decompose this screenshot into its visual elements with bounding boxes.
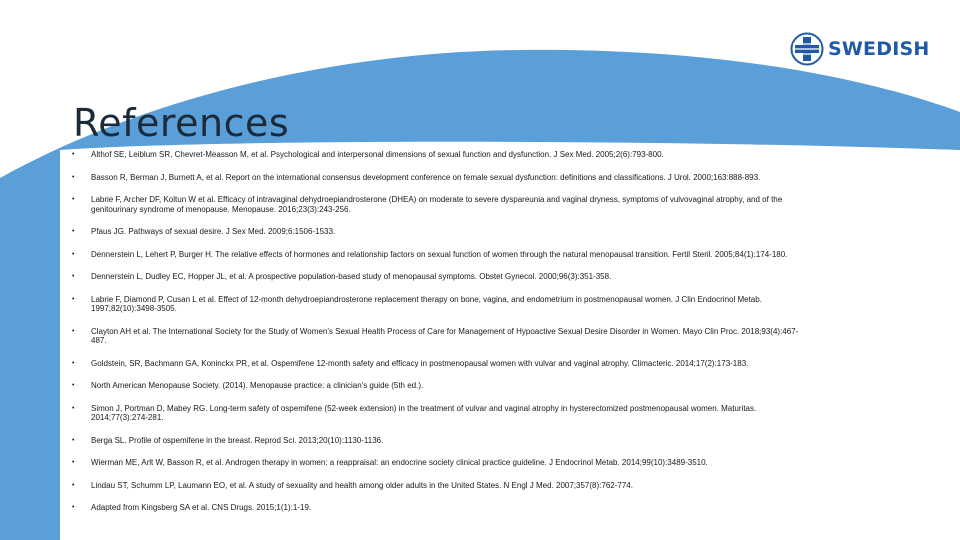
reference-list <box>72 150 808 526</box>
reference-item: • Dennerstein L, Dudley EC, Hopper JL, et al. A prospective population-based study of menopausal symptoms. Obstet Gynecol. 2000;96(3):351-358. <box>72 272 808 282</box>
reference-item: • Adapted from Kingsberg SA et al. CNS Drugs. 2015;1(1):1-19. <box>72 503 808 513</box>
page-title: References <box>73 101 290 145</box>
brand-logo <box>790 32 929 66</box>
reference-item: • Basson R, Berman J, Burnett A, et al. Report on the international consensus development conference on female sexual dysfunction: definitions and classifications. J Urol. 2000;163:888-893. <box>72 173 808 183</box>
reference-item: • Clayton AH et al. The International Society for the Study of Women’s Sexual Health Process of Care for Management of Hypoactive Sexual Desire Disorder in Women. Mayo Clin Proc. 2018;93(4):467-487. <box>72 327 808 346</box>
reference-item: • Simon J, Portman D, Mabey RG. Long-term safety of ospemifene (52-week extension) in the treatment of vulvar and vaginal atrophy in hysterectomized postmenopausal women. Maturitas. 2014;77(3):274-281. <box>72 404 808 423</box>
reference-item: • Dennerstein L, Lehert P, Burger H. The relative effects of hormones and relationship factors on sexual function of women through the natural menopausal transition. Fertil Steril. 2005;84(1):174-180. <box>72 250 808 260</box>
reference-item: • Pfaus JG. Pathways of sexual desire. J Sex Med. 2009;6:1506-1533. <box>72 227 808 237</box>
reference-item: • Berga SL. Profile of ospemifene in the breast. Reprod Sci. 2013;20(10):1130-1136. <box>72 436 808 446</box>
reference-item: • Wierman ME, Arlt W, Basson R, et al. Androgen therapy in women: a reappraisal: an endocrine society clinical practice guideline. J Endocrinol Metab. 2014;99(10):3489-3510. <box>72 458 808 468</box>
reference-item: • Labrie F, Archer DF, Koltun W et al. Efficacy of intravaginal dehydroepiandrosterone (DHEA) on moderate to severe dyspareunia and vaginal dryness, symptoms of vulvovaginal atrophy, and of the genitourinary syndrome of menopause. Menopause. 2016;23(3):243-256. <box>72 195 808 214</box>
reference-item: • Goldstein, SR, Bachmann GA, Koninckx PR, et al. Ospemifene 12-month safety and efficacy in postmenopausal women with vulvar and vaginal atrophy. Climacteric. 2014;17(2):173-183. <box>72 359 808 369</box>
reference-item: • Althof SE, Leiblum SR, Chevret-Measson M, et al. Psychological and interpersonal dimensions of sexual function and dysfunction. J Sex Med. 2005;2(6):793-800. <box>72 150 808 160</box>
brand-name: SWEDISH <box>828 38 930 60</box>
reference-item: • Lindau ST, Schumm LP, Laumann EO, et al. A study of sexuality and health among older adults in the United States. N Engl J Med. 2007;357(8):762-774. <box>72 481 808 491</box>
cross-in-circle-icon <box>790 32 824 66</box>
reference-item: • North American Menopause Society. (2014). Menopause practice: a clinician's guide (5th ed.). <box>72 381 808 391</box>
reference-item: • Labrie F, Diamond P, Cusan L et al. Effect of 12-month dehydroepiandrosterone replacement therapy on bone, vagina, and endometrium in postmenopausal women. J Clin Endocrinol Metab. 1997;82(10):3498-3505. <box>72 295 808 314</box>
